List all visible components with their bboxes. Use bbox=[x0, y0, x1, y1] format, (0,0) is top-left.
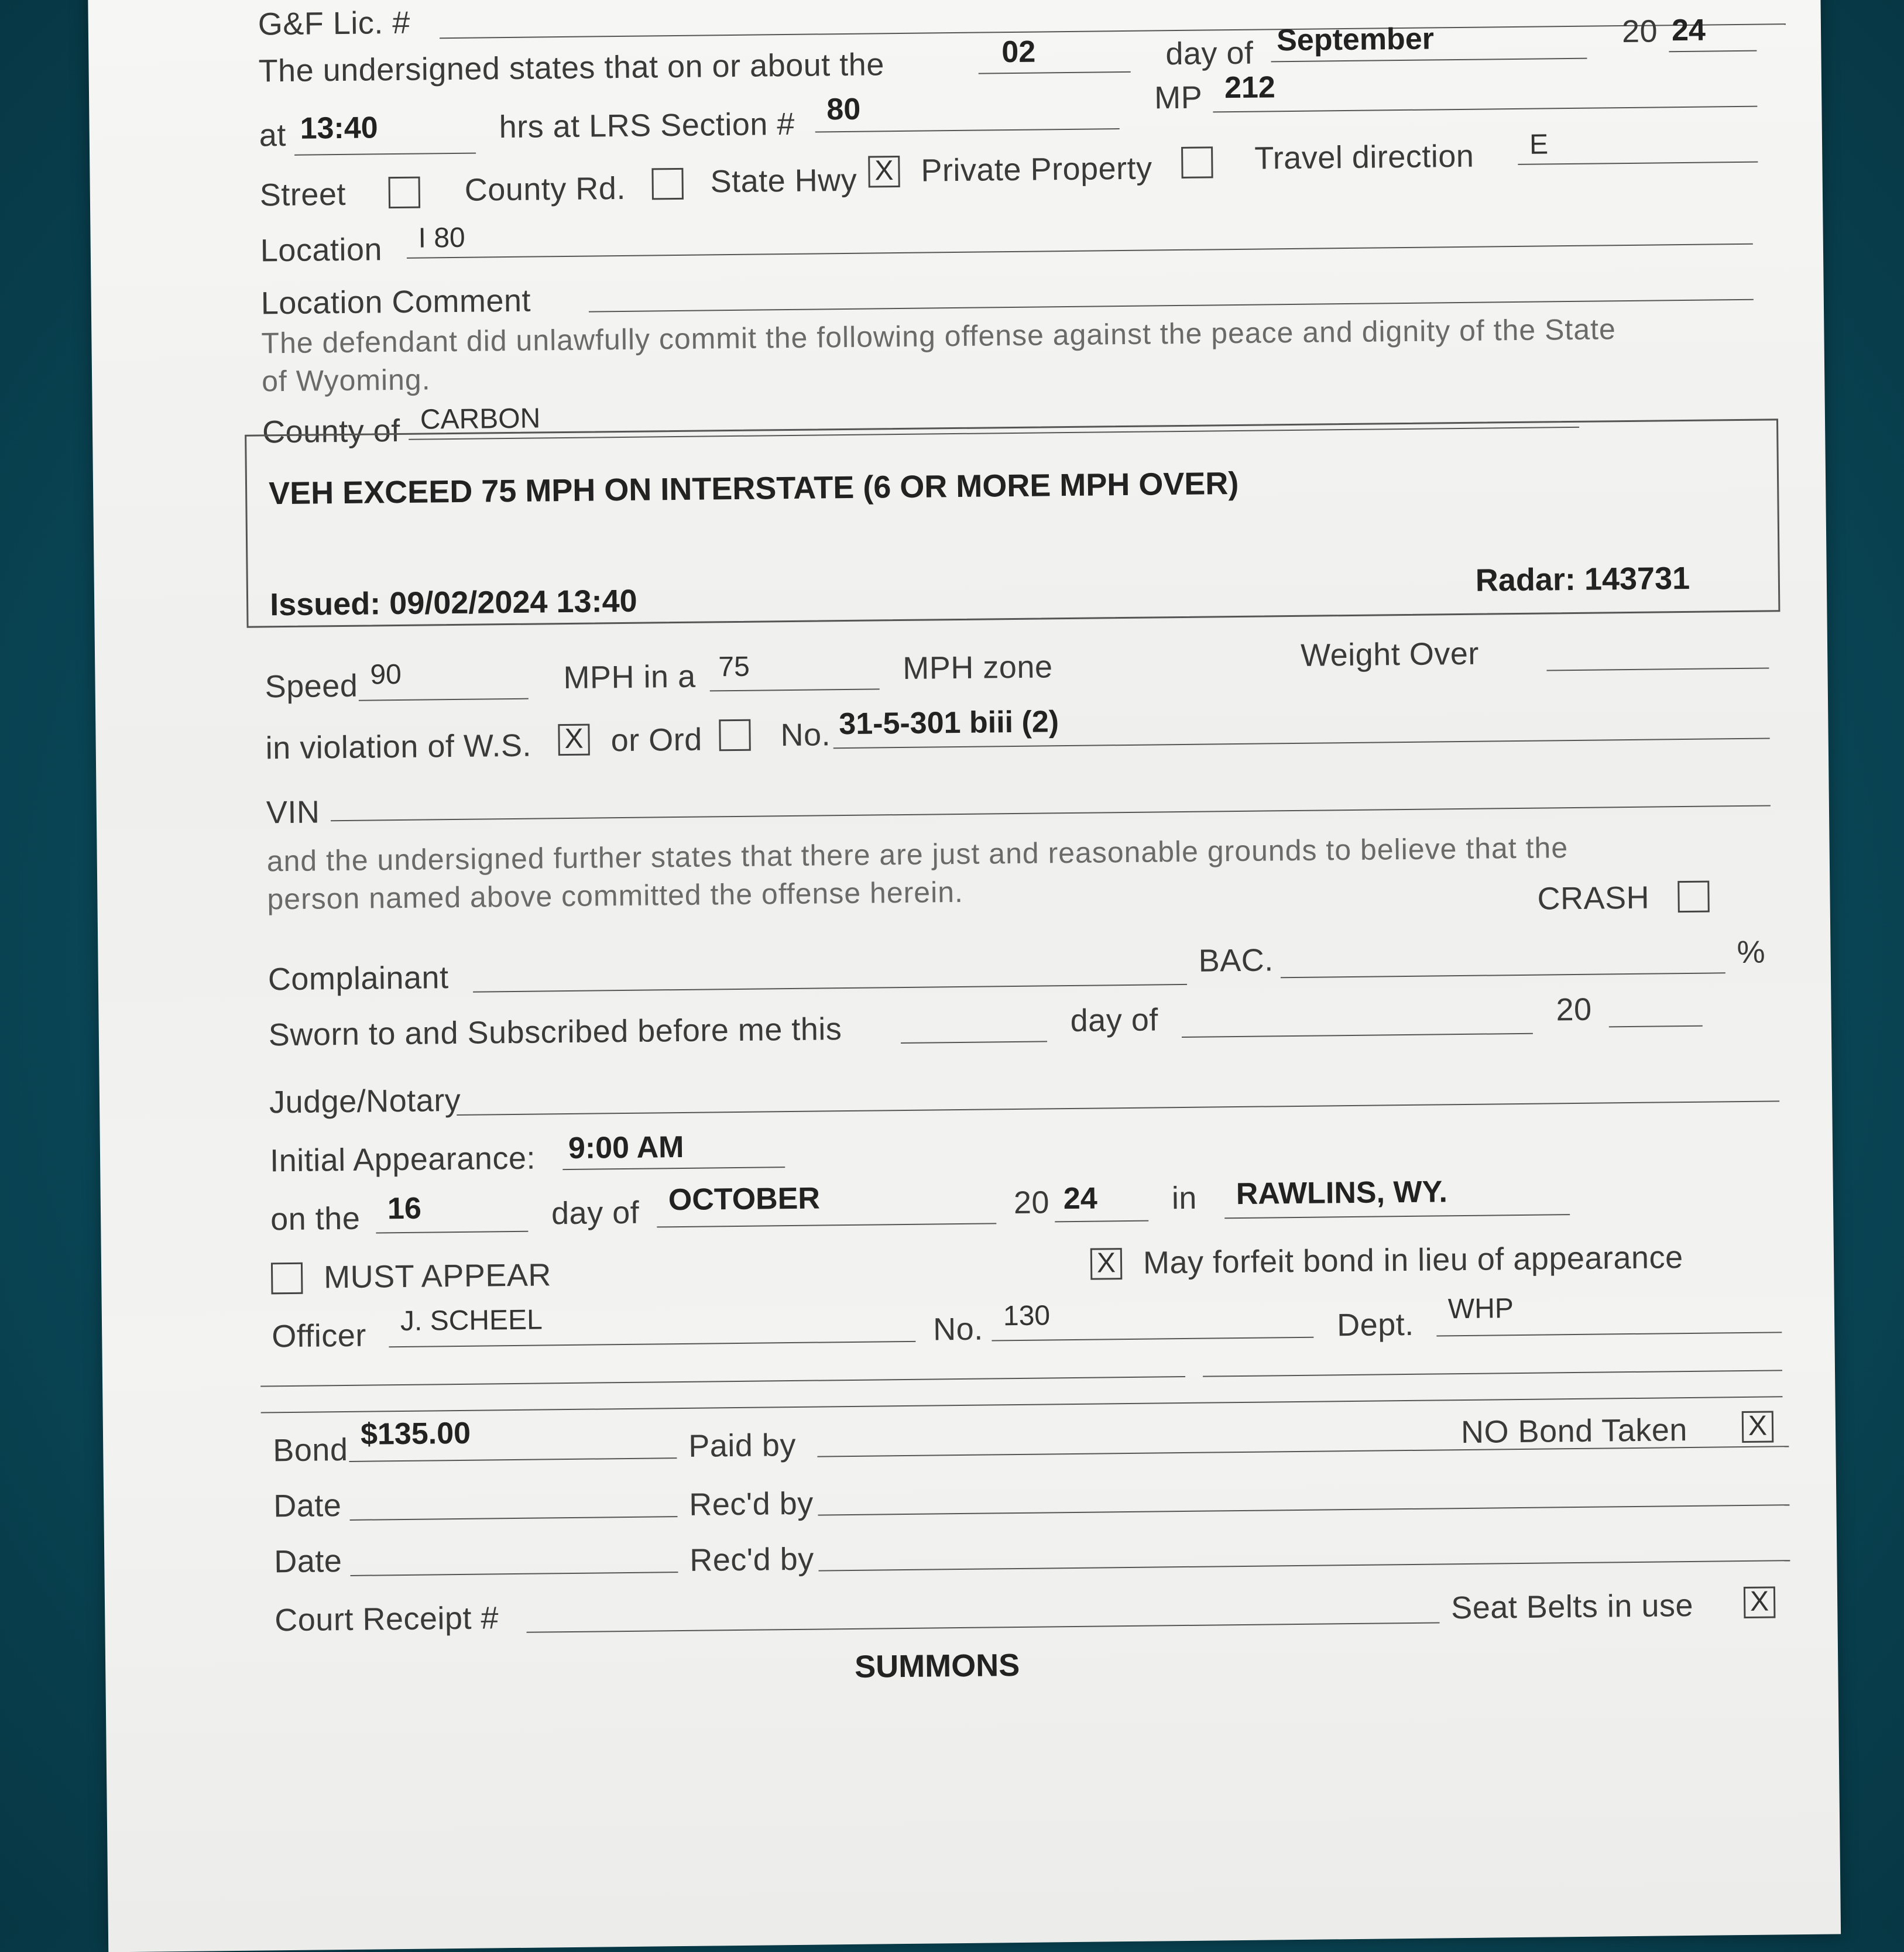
speed-zone: 75 bbox=[718, 651, 750, 683]
offense-statement-2: of Wyoming. bbox=[261, 363, 431, 398]
appearance-month-line bbox=[657, 1223, 996, 1227]
seat-belts-checkbox[interactable]: X bbox=[1744, 1586, 1776, 1618]
complainant-label: Complainant bbox=[267, 960, 449, 997]
grounds-statement-1: and the undersigned further states that there are just and reasonable grounds to believe that the bbox=[266, 831, 1569, 878]
hrs-lrs-label: hrs at LRS Section # bbox=[499, 106, 795, 145]
radar-number: Radar: 143731 bbox=[1475, 560, 1690, 598]
judge-notary-label: Judge/Notary bbox=[269, 1082, 461, 1120]
travel-direction: E bbox=[1529, 129, 1549, 160]
county-label: County of bbox=[262, 413, 401, 450]
initial-appearance-label: Initial Appearance: bbox=[269, 1140, 536, 1179]
incident-year: 24 bbox=[1671, 13, 1706, 48]
bac-label: BAC. bbox=[1198, 942, 1274, 979]
gf-lic-label: G&F Lic. # bbox=[258, 5, 411, 42]
state-hwy-label: State Hwy bbox=[710, 162, 857, 200]
year-line bbox=[1669, 50, 1757, 53]
county-rd-checkbox[interactable] bbox=[651, 168, 684, 200]
appearance-day-of-label: day of bbox=[551, 1195, 640, 1231]
date-line-2 bbox=[351, 1572, 678, 1576]
on-the-label: on the bbox=[270, 1200, 361, 1237]
lrs-line bbox=[815, 128, 1120, 132]
crash-label: CRASH bbox=[1537, 880, 1650, 917]
paid-by-label: Paid by bbox=[688, 1427, 797, 1464]
time-line bbox=[294, 153, 476, 156]
sworn-month-line bbox=[1182, 1033, 1533, 1038]
speed-line bbox=[359, 698, 529, 701]
day-of-label: day of bbox=[1165, 35, 1254, 72]
appearance-year-line bbox=[1055, 1220, 1148, 1223]
court-receipt-line bbox=[527, 1622, 1440, 1632]
must-appear-checkbox[interactable] bbox=[271, 1263, 303, 1295]
lrs-section: 80 bbox=[826, 92, 861, 127]
date-label-1: Date bbox=[273, 1488, 342, 1524]
citation-form bbox=[88, 0, 1841, 1952]
mp-line bbox=[1213, 106, 1757, 113]
at-label: at bbox=[259, 117, 287, 153]
undersigned-statement: The undersigned states that on or about the bbox=[258, 47, 885, 89]
bac-percent: % bbox=[1737, 934, 1766, 970]
court-receipt-label: Court Receipt # bbox=[275, 1600, 499, 1638]
dept-label: Dept. bbox=[1336, 1306, 1415, 1343]
or-ord-label: or Ord bbox=[610, 722, 702, 759]
weight-over-label: Weight Over bbox=[1300, 636, 1480, 673]
sworn-day-line bbox=[901, 1041, 1047, 1044]
forfeit-label: May forfeit bond in lieu of appearance bbox=[1143, 1240, 1683, 1281]
mph-zone-label: MPH zone bbox=[903, 649, 1053, 686]
sworn-label: Sworn to and Subscribed before me this bbox=[268, 1011, 842, 1053]
complainant-line bbox=[473, 984, 1187, 993]
vin-line bbox=[331, 805, 1771, 821]
vin-label: VIN bbox=[266, 794, 320, 831]
seat-belts-label: Seat Belts in use bbox=[1450, 1587, 1694, 1626]
day-line bbox=[979, 71, 1131, 74]
bond-amount: $135.00 bbox=[360, 1416, 471, 1452]
violation-label: in violation of W.S. bbox=[265, 728, 532, 766]
officer-name: J. SCHEEL bbox=[400, 1304, 543, 1337]
zone-line bbox=[710, 688, 880, 691]
offense-statement-1: The defendant did unlawfully commit the following offense against the peace and dignity of the State bbox=[261, 313, 1617, 360]
initial-appearance-time: 9:00 AM bbox=[568, 1130, 684, 1166]
officer-no-label: No. bbox=[932, 1311, 984, 1347]
dept-value: WHP bbox=[1447, 1293, 1514, 1325]
recd-by-label-2: Rec'd by bbox=[689, 1541, 815, 1578]
location-line bbox=[407, 243, 1753, 259]
must-appear-label: MUST APPEAR bbox=[323, 1257, 552, 1295]
appearance-place-line bbox=[1224, 1214, 1570, 1219]
speed-label: Speed bbox=[265, 668, 358, 705]
initial-appearance-line bbox=[562, 1167, 785, 1170]
private-property-label: Private Property bbox=[921, 150, 1152, 188]
no-bond-checkbox[interactable]: X bbox=[1742, 1411, 1774, 1443]
date-label-2: Date bbox=[273, 1543, 342, 1580]
incident-time: 13:40 bbox=[300, 111, 378, 146]
appearance-place: RAWLINS, WY. bbox=[1236, 1175, 1448, 1212]
bac-line bbox=[1281, 972, 1725, 978]
appearance-year: 24 bbox=[1063, 1181, 1098, 1216]
forfeit-checkbox[interactable]: X bbox=[1090, 1248, 1123, 1280]
grounds-statement-2: person named above committed the offense herein. bbox=[267, 875, 964, 916]
date-line-1 bbox=[350, 1516, 678, 1521]
recd-by-label-1: Rec'd by bbox=[689, 1486, 814, 1522]
dept-line bbox=[1436, 1332, 1782, 1336]
in-label: in bbox=[1171, 1180, 1198, 1216]
gf-lic-line bbox=[440, 23, 1786, 39]
location-value: I 80 bbox=[418, 222, 465, 254]
crash-checkbox[interactable] bbox=[1677, 881, 1710, 913]
location-label: Location bbox=[260, 232, 383, 269]
incident-day: 02 bbox=[1001, 35, 1036, 70]
summons-heading: SUMMONS bbox=[854, 1647, 1020, 1685]
incident-month: September bbox=[1276, 22, 1435, 58]
separator-line-left bbox=[260, 1376, 1185, 1387]
location-comment-label: Location Comment bbox=[260, 283, 531, 321]
bond-line bbox=[349, 1457, 677, 1462]
appearance-day: 16 bbox=[387, 1191, 422, 1226]
location-comment-line bbox=[589, 299, 1754, 313]
county-value: CARBON bbox=[420, 403, 541, 435]
speed-value: 90 bbox=[370, 658, 402, 691]
sworn-20-label: 20 bbox=[1556, 992, 1592, 1028]
street-label: Street bbox=[259, 176, 347, 213]
mile-post: 212 bbox=[1224, 70, 1276, 105]
appearance-20-label: 20 bbox=[1013, 1185, 1050, 1221]
year-prefix: 20 bbox=[1621, 13, 1658, 50]
street-checkbox[interactable] bbox=[389, 177, 421, 209]
appearance-day-line bbox=[376, 1231, 528, 1234]
statute-number: 31-5-301 biii (2) bbox=[839, 705, 1059, 742]
travel-direction-line bbox=[1518, 162, 1758, 165]
issued-datetime: Issued: 09/02/2024 13:40 bbox=[269, 583, 637, 623]
ord-checkbox[interactable] bbox=[719, 719, 751, 752]
statute-no-label: No. bbox=[780, 717, 831, 753]
weight-over-line bbox=[1546, 667, 1769, 671]
sworn-day-of-label: day of bbox=[1070, 1002, 1159, 1039]
bond-label: Bond bbox=[272, 1432, 348, 1469]
month-line bbox=[1271, 58, 1587, 63]
appearance-month: OCTOBER bbox=[668, 1181, 821, 1217]
separator-line-full bbox=[261, 1396, 1783, 1413]
private-property-checkbox[interactable] bbox=[1181, 146, 1213, 179]
officer-no-line bbox=[992, 1337, 1313, 1342]
officer-line bbox=[389, 1341, 915, 1347]
recd-by-line-2 bbox=[818, 1560, 1790, 1571]
officer-number: 130 bbox=[1003, 1300, 1051, 1332]
no-bond-label: NO Bond Taken bbox=[1460, 1412, 1688, 1450]
sworn-year-line bbox=[1609, 1025, 1703, 1028]
county-rd-label: County Rd. bbox=[464, 170, 626, 208]
travel-direction-label: Travel direction bbox=[1254, 138, 1474, 176]
mph-in-a-label: MPH in a bbox=[563, 658, 696, 696]
recd-by-line-1 bbox=[818, 1504, 1790, 1515]
ws-checkbox[interactable]: X bbox=[558, 724, 590, 756]
officer-label: Officer bbox=[271, 1318, 367, 1354]
state-hwy-checkbox[interactable]: X bbox=[868, 156, 900, 188]
mp-label: MP bbox=[1154, 80, 1203, 116]
separator-line-right bbox=[1203, 1370, 1782, 1377]
offense-title: VEH EXCEED 75 MPH ON INTERSTATE (6 OR MORE MPH OVER) bbox=[268, 465, 1239, 512]
judge-notary-line bbox=[457, 1100, 1779, 1116]
